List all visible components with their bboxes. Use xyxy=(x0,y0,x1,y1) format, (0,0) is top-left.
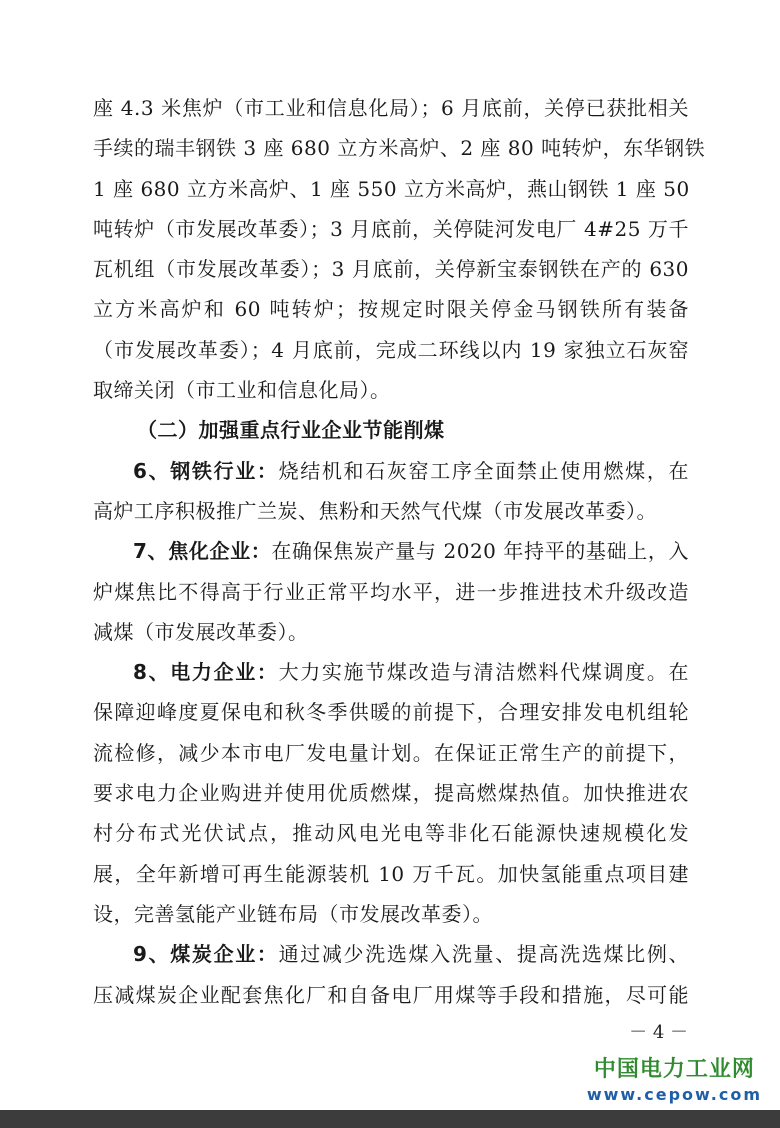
site-watermark xyxy=(587,1056,762,1106)
body-line: 瓦机组（市发展改革委）；3 月底前，关停新宝泰钢铁在产的 630 xyxy=(93,257,689,282)
body-line: （市发展改革委）；4 月底前，完成二环线以内 19 家独立石灰窑 xyxy=(93,337,689,362)
item-line: 要求电力企业购进并使用优质燃煤，提高燃煤热值。加快推进农 xyxy=(93,781,689,806)
section-heading: （二）加强重点行业企业节能削煤 xyxy=(137,418,445,443)
item-line: 流检修，减少本市电厂发电量计划。在保证正常生产的前提下， xyxy=(93,740,689,765)
item-first-line xyxy=(93,451,689,491)
item-text: 通过减少洗选煤入洗量、提高洗选煤比例、 xyxy=(278,942,689,967)
body-line: 吨转炉（市发展改革委）；3 月底前，关停陡河发电厂 4#25 万千 xyxy=(93,216,689,241)
item-first-line xyxy=(93,934,689,974)
item-line: 减煤（市发展改革委）。 xyxy=(93,619,309,644)
item-text: 在确保焦炭产量与 2020 年持平的基础上，入 xyxy=(271,539,689,564)
item-line: 村分布式光伏试点，推动风电光电等非化石能源快速规模化发 xyxy=(93,821,689,846)
item-line: 保障迎峰度夏保电和秋冬季供暖的前提下，合理安排发电机组轮 xyxy=(93,700,689,725)
body-line: 立方米高炉和 60 吨转炉；按规定时限关停金马钢铁所有装备 xyxy=(93,297,689,322)
body-line: 取缔关闭（市工业和信息化局）。 xyxy=(93,378,391,403)
item-line: 炉煤焦比不得高于行业正常平均水平，进一步推进技术升级改造 xyxy=(93,579,689,604)
body-line: 座 4.3 米焦炉（市工业和信息化局）；6 月底前，关停已获批相关 xyxy=(93,96,689,120)
item-line: 展，全年新增可再生能源装机 10 万千瓦。加快氢能重点项目建 xyxy=(93,861,689,886)
item-text: 烧结机和石灰窑工序全面禁止使用燃煤，在 xyxy=(278,458,689,483)
item-line: 压减煤炭企业配套焦化厂和自备电厂用煤等手段和措施，尽可能 xyxy=(93,982,689,1007)
item-line: 设，完善氢能产业链布局（市发展改革委）。 xyxy=(93,901,493,926)
item-title: 9、煤炭企业： xyxy=(133,942,279,967)
item-title: 7、焦化企业： xyxy=(133,539,272,564)
viewer-bottom-bar xyxy=(0,1110,780,1128)
watermark-url: www.cepow.com xyxy=(586,1085,762,1104)
item-first-line xyxy=(93,531,689,571)
watermark-name: 中国电力工业网 xyxy=(593,1057,755,1082)
item-line: 高炉工序积极推广兰炭、焦粉和天然气代煤（市发展改革委）。 xyxy=(93,498,657,523)
page-number: － 4 － xyxy=(629,1022,688,1043)
item-text: 大力实施节煤改造与清洁燃料代煤调度。在 xyxy=(278,660,689,685)
item-title: 8、电力企业： xyxy=(133,660,279,685)
item-first-line xyxy=(93,652,689,692)
body-line: 手续的瑞丰钢铁 3 座 680 立方米高炉、2 座 80 吨转炉，东华钢铁 xyxy=(93,136,706,161)
body-line: 1 座 680 立方米高炉、1 座 550 立方米高炉，燕山钢铁 1 座 50 xyxy=(93,176,690,201)
document-body xyxy=(93,88,706,1015)
item-title: 6、钢铁行业： xyxy=(133,458,279,483)
